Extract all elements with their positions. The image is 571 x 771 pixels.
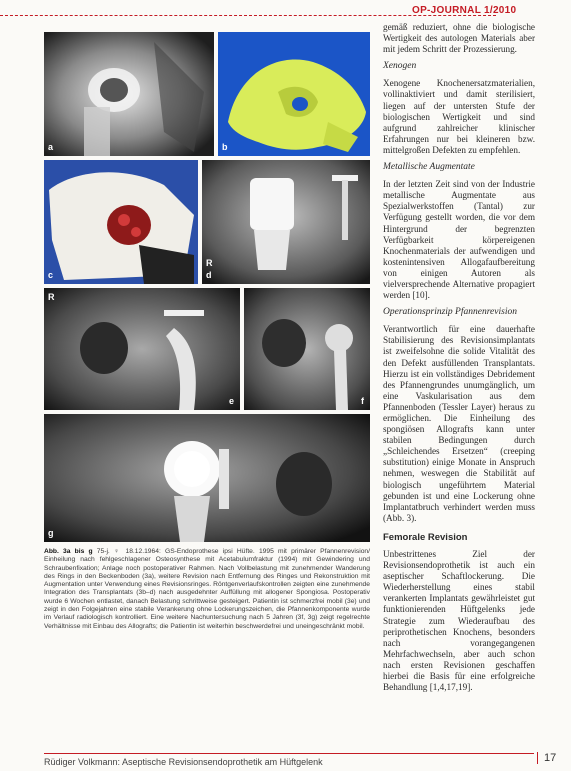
pelvis-model-with-defect-image: [44, 160, 198, 284]
section-heading-metallic: Metallische Augmentate: [383, 162, 475, 173]
figure-f: [244, 288, 370, 410]
figure-label: f: [361, 396, 364, 406]
figure-label: a: [48, 142, 54, 152]
figure-label: d: [206, 270, 212, 280]
paragraph: In der letzten Zeit sind von der Industrie metallische Augmentate aus Spezialwerkstoffen (Tantal) zur Verfügung gestellt worden, die vor dem Hintergrund der begrenzten Verfügbarkeit körpereigenen Knochenmaterials der aufwendigen und kostenintensiven Allogafaufbereitung von einigen Autoren als vielversprechende Alternative propagiert werden [10].: [383, 179, 535, 301]
xray-pelvis-image: [44, 32, 214, 156]
figure-e: [44, 288, 240, 410]
figure-b: [218, 32, 370, 156]
figure-marker: R: [48, 292, 55, 302]
figure-label: c: [48, 270, 54, 280]
figure-marker: R: [206, 258, 213, 268]
caption-text: 75-j. ♀ 18.12.1964: GS-Endoprothese ipsi Hüfte. 1995 mit primärer Pfannenrevision/ Einheilung nach fehlgeschlagener Osteosynthese mit Acetabulumfraktur (1994) mit Gewindering und Schraubenfixation; Anlage noch postoperativer Rahmen. Nach Vollbelastung mit zunehmender Wanderung des Rings in den Beckenboden (3a), weitere Revision nach Entfernung des Ringes und Rekonstruktion mit Augmentation unter Verwendung eines Revisionsringes. Röntgenverlaufskontrollen zeigten eine zunehmende Integration des Transplantats (3b–d) nach ausgedehnter Auffüllung mit allogener Spongiosa. Postoperativ wurde 6 Wochen entlastet, danach Belastung schrittweise gesteigert. Patientin ist schmerzfrei mobil (3e) und zeigt in den Folgejahren eine stabile Verankerung ohne Lockerungszeichen, die Pfannenkomponente wurde im Verlauf radiologisch kontrolliert. Eine weitere Nachuntersuchung nach 5 Jahren (3f, 3g) zeigt regelrechte Verhältnisse mit Einbau des Allografts; die Patientin ist weiterhin beschwerdefrei und uneingeschränkt mobil.: [44, 548, 370, 630]
xray-followup-image: [244, 288, 370, 410]
caption-lead: Abb. 3a bis g: [44, 548, 93, 555]
section-heading-principle: Operationsprinzip Pfannenrevision: [383, 307, 517, 318]
figure-label: b: [222, 142, 228, 152]
figure-caption: [44, 548, 370, 631]
figure-label: g: [48, 528, 54, 538]
figure-g: [44, 414, 370, 542]
figure-a: [44, 32, 214, 156]
right-text-column: [383, 22, 535, 699]
xray-longterm-image: [44, 414, 370, 542]
section-heading-xenogen: Xenogen: [383, 61, 417, 72]
paragraph: Xenogene Knochenersatzmaterialien, vollinaktiviert und damit sterilisiert, liegen auf der untersten Stufe der biologischen Wertigkeit und sind aufgrund zahlreicher klinischer Erfahrungen nur bei kleineren bzw. mittelgroßen Defekten zu empfehlen.: [383, 78, 535, 155]
paragraph: Verantwortlich für eine dauerhafte Stabilisierung des Revisionsimplantats ist zweifelsohne die solide Vitalität des den Defekt ausfüllenden Transplantats. Hierzu ist ein vollständiges Debridement des Pfannengrundes unumgänglich, um eine Vaskularisation aus dem Pfannenboden (Tessler Layer) heraus zu ermöglichen. Die Einheilung des spongiösen Allografts kann unter stabilen Bedingungen durch „Schleichendes Ersetzen“ (creeping substitution) einige Monate in Anspruch nehmen, weswegen die Stabilität auf biologisch ungeführtem Material gebunden ist und eine Lockerung ohne Implantatbruch verhindert werden muss (Abb. 3).: [383, 324, 535, 523]
figure-c: [44, 160, 198, 284]
figure-d: [202, 160, 370, 284]
page-number: 17: [537, 752, 556, 764]
footer-authors: Rüdiger Volkmann: Aseptische Revisionsendoprothetik am Hüftgelenk: [44, 757, 323, 767]
pelvis-3d-model-image: [218, 32, 370, 156]
paragraph: Unbestrittenes Ziel der Revisionsendoprothetik ist auch ein aseptischer Schaftlockerung. Die Wiederherstellung eines stabil verankerten Implantats gewährleistet gut funktionierenden Hüftgelenks jede Strategie zum Wiederaufbau des periprothetischen Knochens, besonders nach vorangegangenen Mehrfachwechseln, aber auch schon nach ersten Revisionen geschaffen hierbei die Basis für eine erfolgreiche Behandlung [1,4,17,19].: [383, 548, 535, 693]
xray-postop-image: [44, 288, 240, 410]
paragraph: gemäß reduziert, ohne die biologische Wertigkeit des autologen Materials aber mit jedem Schritt der Prozessierung.: [383, 22, 535, 55]
journal-title: OP-JOURNAL 1/2010: [412, 5, 517, 16]
figure-label: e: [228, 396, 234, 406]
footer-rule: [44, 753, 534, 754]
section-heading-femoral: Femorale Revision: [383, 531, 468, 543]
xray-revision-ring-image: [202, 160, 370, 284]
